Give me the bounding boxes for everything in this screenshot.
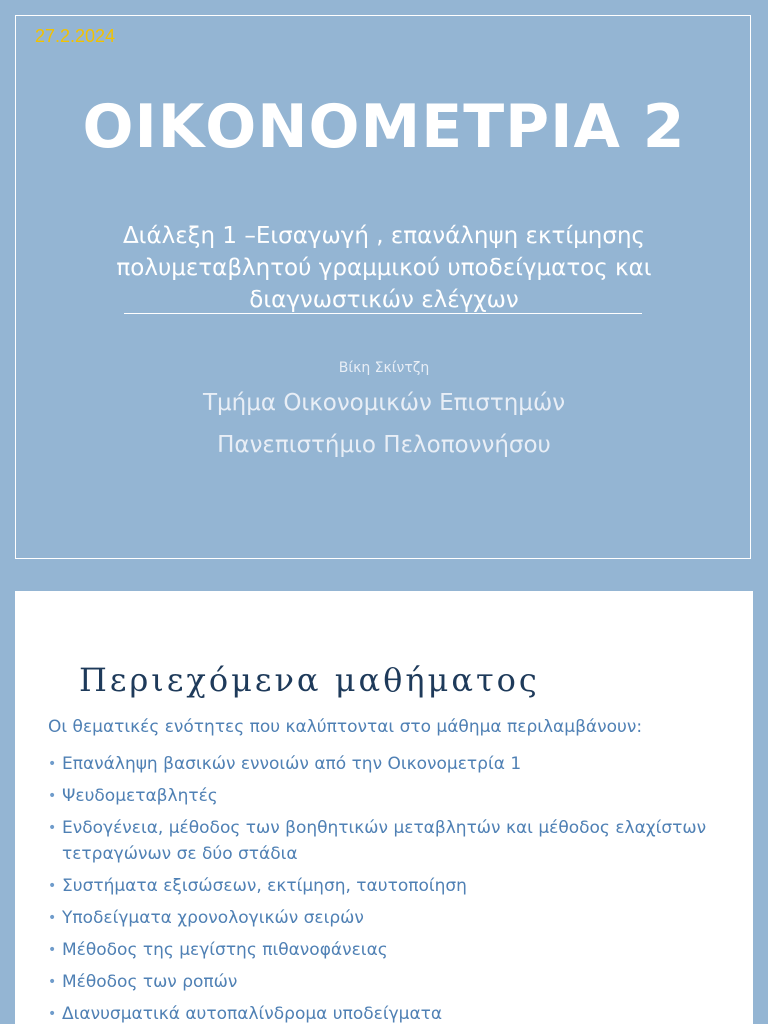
author-name: Βίκη Σκίντζη — [338, 360, 430, 376]
slide-date: 27.2.2024 — [35, 26, 116, 46]
topic-text: Διανυσματικά αυτοπαλίνδρομα υποδείγματα — [62, 1004, 443, 1024]
topic-text: Συστήματα εξισώσεων, εκτίμηση, ταυτοποίηση — [62, 876, 467, 896]
contents-title: Περιεχόμενα μαθήματος — [79, 661, 540, 699]
bullet-icon: • — [48, 788, 57, 804]
list-item — [48, 815, 738, 867]
topic-text: Υποδείγματα χρονολογικών σειρών — [62, 908, 364, 928]
bullet-icon: • — [48, 878, 57, 894]
list-item — [48, 905, 738, 931]
bullet-icon: • — [48, 756, 57, 772]
slide-subtitle: Διάλεξη 1 –Εισαγωγή , επανάληψη εκτίμησης πολυμεταβλητού γραμμικού υποδείγματος και διαγνωστικών ελέγχων — [116, 223, 652, 313]
topic-text: Μέθοδος των ροπών — [62, 972, 238, 992]
subtitle-underline — [124, 313, 642, 314]
contents-slide — [15, 591, 753, 1024]
department-name: Τμήμα Οικονομικών Επιστημών — [202, 390, 566, 416]
university-name: Πανεπιστήμιο Πελοποννήσου — [217, 432, 551, 458]
bullet-icon: • — [48, 820, 57, 836]
bullet-icon: • — [48, 942, 57, 958]
list-item — [48, 969, 738, 995]
topic-text: Μέθοδος της μεγίστης πιθανοφάνειας — [62, 940, 388, 960]
list-item — [48, 783, 738, 809]
list-item — [48, 873, 738, 899]
slide-title: ΟΙΚΟΝΟΜΕΤΡΙΑ 2 — [82, 92, 686, 162]
list-item — [48, 937, 738, 963]
topic-text: Επανάληψη βασικών εννοιών από την Οικονομετρία 1 — [62, 754, 522, 774]
topic-text: Ενδογένεια, μέθοδος των βοηθητικών μεταβλητών και μέθοδος ελαχίστων τετραγώνων σε δύο στάδια — [62, 818, 707, 864]
list-item — [48, 751, 738, 777]
bullet-icon: • — [48, 974, 57, 990]
bullet-icon: • — [48, 1006, 57, 1022]
list-item — [48, 1001, 738, 1024]
topic-text: Ψευδομεταβλητές — [62, 786, 218, 806]
topics-list — [48, 751, 738, 1024]
contents-intro: Οι θεματικές ενότητες που καλύπτονται στο μάθημα περιλαμβάνουν: — [48, 717, 643, 737]
bullet-icon: • — [48, 910, 57, 926]
